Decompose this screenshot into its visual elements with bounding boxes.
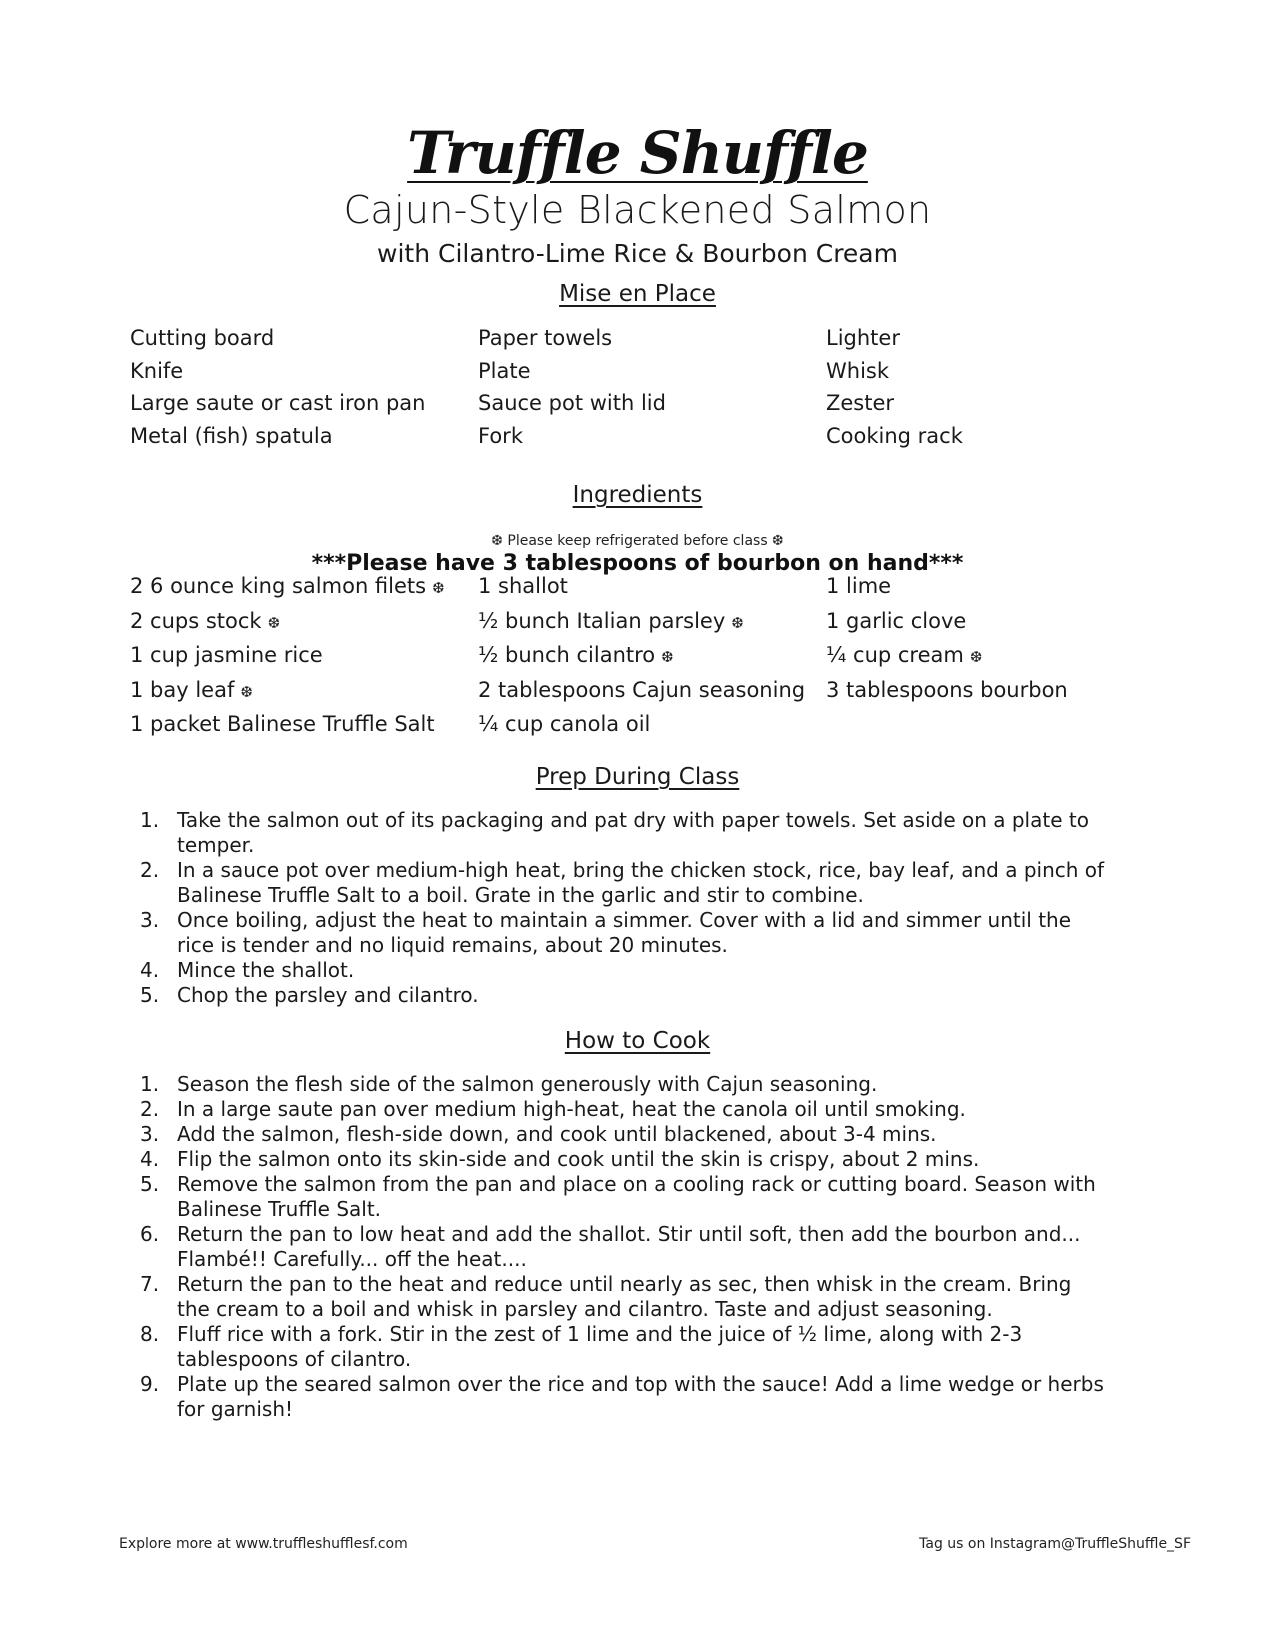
ingredient-item <box>130 674 478 709</box>
mise-item: Lighter <box>826 326 900 350</box>
ingredient-item <box>826 605 1150 640</box>
footer-instagram: Tag us on Instagram@TruffleShuffle_SF <box>919 1536 1191 1552</box>
ingredient-item <box>478 605 826 640</box>
step-text: Once boiling, adjust the heat to maintain a simmer. Cover with a lid and simmer until the rice is tender and no liquid remains, about 20 minutes. <box>177 908 1072 957</box>
step-item <box>130 1222 1110 1272</box>
ingredient-item <box>130 605 478 640</box>
mise-item: Cutting board <box>130 326 275 350</box>
step-text: Add the salmon, flesh-side down, and cook until blackened, about 3-4 mins. <box>177 1122 937 1146</box>
step-item <box>130 958 1110 983</box>
ingredient-label: 1 cup jasmine rice <box>130 643 323 667</box>
prep-heading: Prep During Class <box>535 764 740 790</box>
snowflake-icon: ❆ <box>731 613 744 632</box>
snowflake-icon: ❆ <box>267 613 281 632</box>
ingredient-item <box>130 570 478 605</box>
ingredient-item <box>478 639 826 674</box>
snowflake-icon: ❆ <box>432 579 445 597</box>
ingredient-label: ¼ cup cream <box>826 643 964 667</box>
ingredient-item <box>826 570 1150 605</box>
ingredient-label: 1 garlic clove <box>826 608 967 633</box>
step-number: 7. <box>140 1272 160 1296</box>
ingredient-item <box>478 708 826 741</box>
mise-en-place-list <box>130 322 1150 452</box>
step-text: Mince the shallot. <box>177 958 355 982</box>
step-number: 3. <box>140 1122 160 1146</box>
step-number: 4. <box>140 1147 160 1171</box>
recipe-title: Cajun-Style Blackened Salmon <box>343 188 932 232</box>
step-item <box>130 1122 1110 1147</box>
step-item <box>130 1322 1110 1372</box>
step-number: 5. <box>140 983 160 1007</box>
step-text: Take the salmon out of its packaging and pat dry with paper towels. Set aside on a plate to temper. <box>177 808 1089 857</box>
mise-item: Metal (fish) spatula <box>130 423 333 448</box>
step-text: Remove the salmon from the pan and place on a cooling rack or cutting board. Season with Balinese Truffle Salt. <box>177 1172 1096 1221</box>
ingredient-item <box>130 708 478 741</box>
step-item <box>130 858 1110 908</box>
step-text: Return the pan to low heat and add the shallot. Stir until soft, then add the bourbon and... Flambé!! Carefully... off the heat.... <box>177 1222 1081 1271</box>
footer-website: Explore more at www.truffleshufflesf.com <box>119 1536 408 1552</box>
step-item <box>130 1147 1110 1172</box>
snowflake-icon: ❆ <box>661 648 674 666</box>
step-item <box>130 808 1110 858</box>
step-number: 3. <box>140 908 160 932</box>
ingredients-list <box>130 570 1150 741</box>
ingredient-label: 1 packet Balinese Truffle Salt <box>130 712 435 736</box>
ingredient-label: 2 6 ounce king salmon filets <box>130 574 427 598</box>
ingredient-label: ¼ cup canola oil <box>478 712 651 736</box>
step-text: Chop the parsley and cilantro. <box>177 983 479 1007</box>
ingredients-heading: Ingredients <box>572 482 703 508</box>
step-text: In a large saute pan over medium high-heat, heat the canola oil until smoking. <box>177 1097 966 1121</box>
step-number: 2. <box>140 1097 160 1121</box>
step-item <box>130 1172 1110 1222</box>
ingredient-label: ½ bunch Italian parsley <box>478 608 726 633</box>
ingredient-label: 1 lime <box>826 574 892 598</box>
step-number: 5. <box>140 1172 160 1196</box>
ingredient-item <box>826 674 1150 709</box>
mise-item: Sauce pot with lid <box>478 391 666 415</box>
ingredient-label: ½ bunch cilantro <box>478 643 656 667</box>
step-number: 9. <box>140 1372 160 1396</box>
mise-item: Large saute or cast iron pan <box>130 391 426 415</box>
brand-logo: Truffle Shuffle <box>407 119 868 187</box>
step-text: Plate up the seared salmon over the rice and top with the sauce! Add a lime wedge or herbs for garnish! <box>177 1372 1104 1421</box>
step-item <box>130 1072 1110 1097</box>
refrigerated-note: ❆ Please keep refrigerated before class ❆ <box>491 533 784 549</box>
step-number: 1. <box>140 808 160 832</box>
ingredient-item <box>130 639 478 674</box>
ingredient-label: 1 bay leaf <box>130 677 235 702</box>
snowflake-icon: ❆ <box>240 682 253 701</box>
step-item <box>130 1372 1110 1422</box>
snowflake-icon: ❆ <box>969 648 983 666</box>
step-text: Fluff rice with a fork. Stir in the zest of 1 lime and the juice of ½ lime, along with 2-3 tablespoons of cilantro. <box>177 1322 1023 1371</box>
recipe-subtitle: with Cilantro-Lime Rice & Bourbon Cream <box>377 239 898 268</box>
step-number: 2. <box>140 858 160 882</box>
mise-item: Whisk <box>826 358 890 383</box>
cook-heading: How to Cook <box>564 1028 711 1054</box>
mise-item: Plate <box>478 358 531 383</box>
step-item <box>130 1272 1110 1322</box>
ingredient-label: 2 tablespoons Cajun seasoning <box>478 677 806 702</box>
step-item <box>130 908 1110 958</box>
step-text: Season the flesh side of the salmon generously with Cajun seasoning. <box>177 1072 878 1096</box>
mise-item: Zester <box>826 391 895 415</box>
ingredient-label: 3 tablespoons bourbon <box>826 677 1068 702</box>
ingredient-item <box>826 708 1150 741</box>
bourbon-note: ***Please have 3 tablespoons of bourbon on hand*** <box>311 551 964 576</box>
step-text: Return the pan to the heat and reduce until nearly as sec, then whisk in the cream. Bring the cream to a boil and whisk in parsley and cilantro. Taste and adjust seasoning. <box>177 1272 1072 1321</box>
step-item <box>130 983 1110 1008</box>
mise-item: Cooking rack <box>826 423 963 448</box>
prep-steps-list <box>130 808 1110 1008</box>
ingredient-label: 2 cups stock <box>130 608 262 633</box>
step-text: In a sauce pot over medium-high heat, bring the chicken stock, rice, bay leaf, and a pinch of Balinese Truffle Salt to a boil. Grate in the garlic and stir to combine. <box>177 858 1105 907</box>
cook-steps-list <box>130 1072 1110 1422</box>
ingredient-item <box>826 639 1150 674</box>
step-number: 8. <box>140 1322 160 1346</box>
ingredient-item <box>478 570 826 605</box>
mise-en-place-heading: Mise en Place <box>559 281 716 307</box>
step-number: 6. <box>140 1222 160 1246</box>
step-number: 1. <box>140 1072 160 1096</box>
ingredient-label: 1 shallot <box>478 574 568 598</box>
mise-item: Paper towels <box>478 326 613 350</box>
mise-item: Knife <box>130 358 184 383</box>
step-text: Flip the salmon onto its skin-side and cook until the skin is crispy, about 2 mins. <box>177 1147 980 1171</box>
mise-item: Fork <box>478 423 523 448</box>
ingredient-item <box>478 674 826 709</box>
step-number: 4. <box>140 958 160 982</box>
step-item <box>130 1097 1110 1122</box>
